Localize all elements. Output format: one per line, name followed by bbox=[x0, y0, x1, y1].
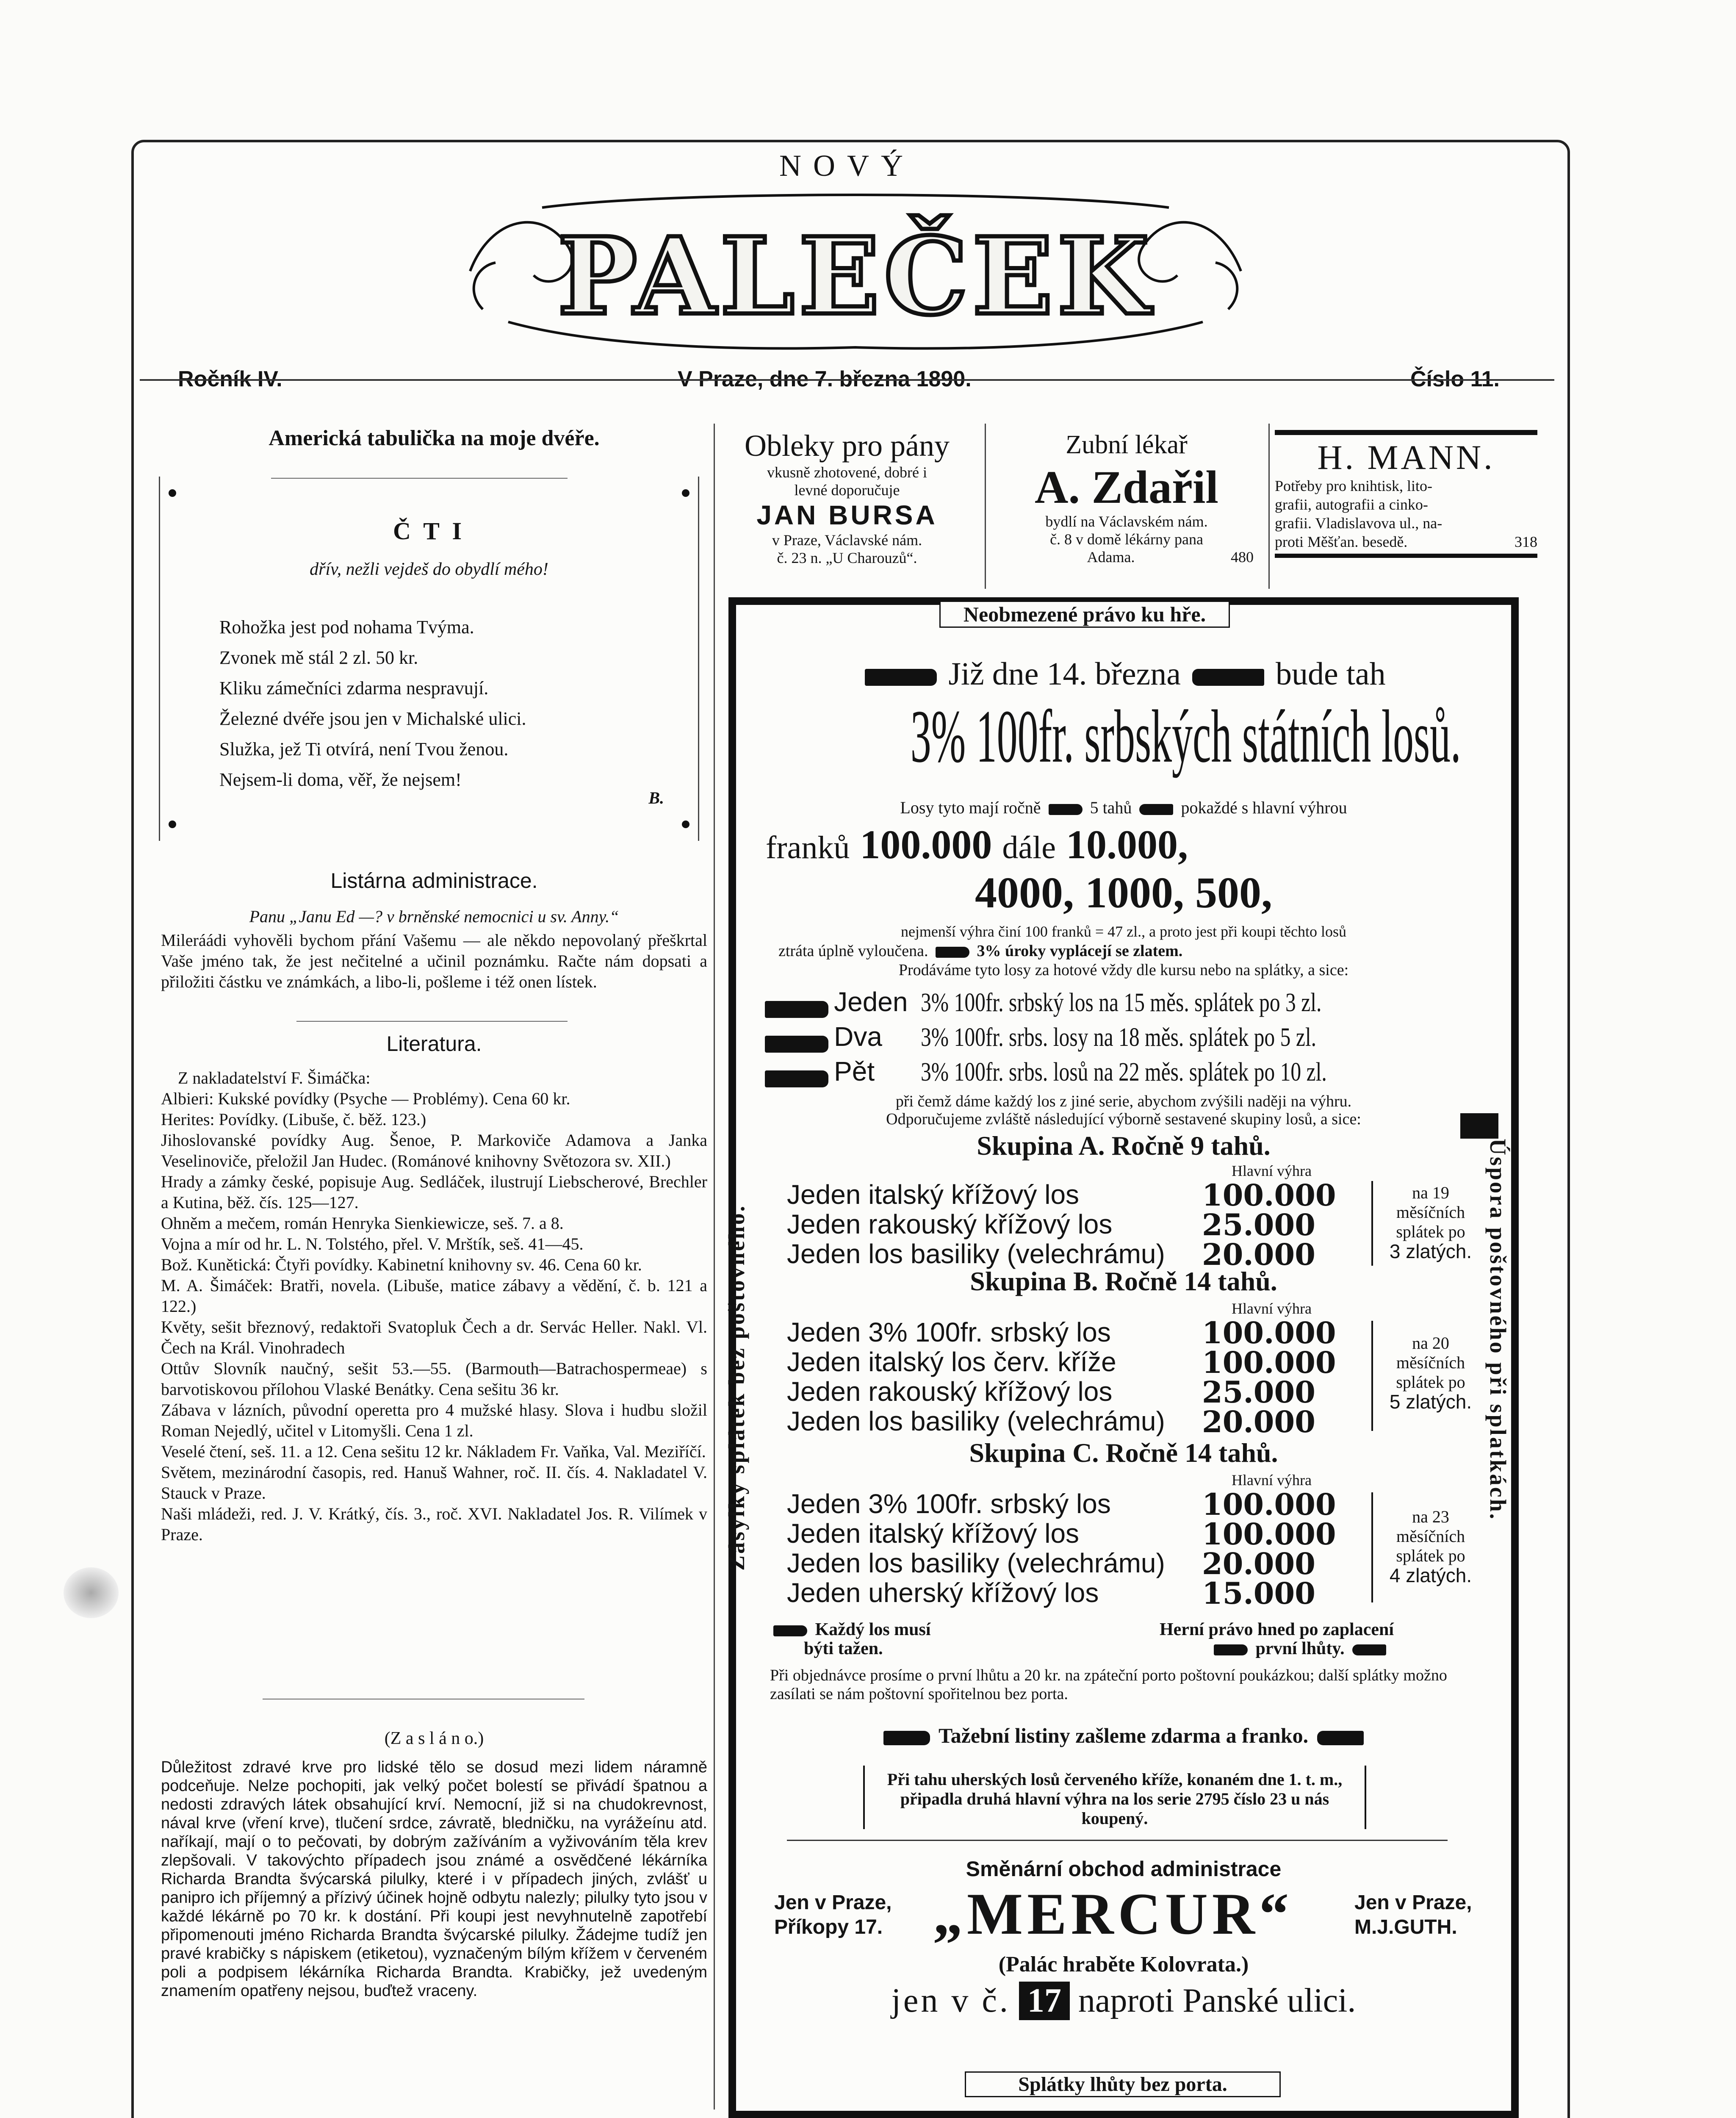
right-address-line: M.J.GUTH. bbox=[1354, 1916, 1457, 1938]
lottery-palac: (Palác hraběte Kolovrata.) bbox=[998, 1952, 1249, 1977]
corner-ornament bbox=[169, 821, 176, 828]
group-row-label: Jeden rakouský křížový los bbox=[787, 1209, 1113, 1239]
lottery-line1b: bude tah bbox=[1276, 656, 1386, 692]
group-row-value: 25.000 bbox=[1202, 1207, 1315, 1242]
pointing-hand-icon bbox=[765, 1001, 828, 1018]
plan-word: Pět bbox=[834, 1056, 875, 1087]
plan-word: Jeden bbox=[834, 987, 908, 1017]
group-note-line: na 20 bbox=[1412, 1333, 1449, 1353]
tabulka-line: Rohožka jest pod nohama Tvýma. bbox=[219, 617, 474, 638]
lottery-min2a: ztráta úplně vyloučena. bbox=[778, 942, 928, 960]
lottery-min1: nejmenší výhra činí 100 franků = 47 zl., a proto jest při koupi těchto losů bbox=[900, 923, 1347, 940]
corner-ornament bbox=[169, 489, 176, 497]
listarna-text: Mileráádi vyhověli bychom přání Vašemu — ale někdo nepovolaný přeškrtal Vaše jméno tak, že jest nečitelné a učinil poznámku. Račte nám dopsati a přiložiti částku ve známkách, a libo-li, pošleme i též onen lístek. bbox=[161, 931, 707, 991]
group-row-label: Jeden uherský křížový los bbox=[787, 1577, 1099, 1608]
lottery-c17: 17 bbox=[1019, 1982, 1070, 2020]
literatura-entry: Vojna a mír od hr. L. N. Tolstého, přel. V. Mrštík, seš. 41—45. bbox=[161, 1234, 584, 1253]
pointing-hand-icon bbox=[1317, 1731, 1364, 1745]
corner-ornament bbox=[682, 489, 689, 497]
literatura-entry: Světem, mezinárodní časopis, red. Hanuš Wahner, roč. II. čís. 4. Nakladatel V. Stauck v Praze. bbox=[161, 1463, 707, 1503]
lottery-naproti: naproti Panské ulici. bbox=[1078, 1982, 1356, 2019]
pointing-hand-icon bbox=[865, 669, 937, 686]
tabulka-subtitle: dřív, nežli vejdeš do obydlí mého! bbox=[310, 560, 548, 579]
group-row-label: Jeden los basiliky (velechrámu) bbox=[787, 1548, 1165, 1578]
lottery-ad bbox=[724, 597, 1519, 2118]
plan-word: Dva bbox=[834, 1021, 882, 1052]
group-row-value: 25.000 bbox=[1202, 1375, 1315, 1410]
ad-zubni-line: Adama. bbox=[1087, 549, 1135, 566]
zaslano-heading: (Z a s l á n o.) bbox=[384, 1729, 484, 1748]
lottery-jen bbox=[736, 1982, 1511, 2020]
group-note-line: na 19 bbox=[1412, 1183, 1449, 1202]
group-title: Skupina A. Ročně 9 tahů. bbox=[977, 1131, 1271, 1161]
lottery-banner: Neobmezené právo ku hře. bbox=[939, 601, 1230, 628]
group-row-value: 100.000 bbox=[1202, 1516, 1336, 1552]
lottery-kazdy-text: Každý los musí bbox=[815, 1620, 931, 1639]
literatura-entry: Veselé čtení, seš. 11. a 12. Cena sešitu 12 kr. Nákladem Fr. Vaňka, Val. Meziříčí. bbox=[161, 1442, 706, 1461]
literatura-entry: Ottův Slovník naučný, sešit 53.—55. (Barmouth—Batrachospermeae) s barvotiskovou přílohou Vlaské Benátky. Cena sešitu 36 kr. bbox=[161, 1359, 707, 1399]
lottery-odporucujeme: Odporučujeme zvláště následující výborně sestavené skupiny losů, a sice: bbox=[886, 1110, 1361, 1128]
lottery-big2: 10.000, bbox=[1066, 822, 1188, 867]
group-row-value: 20.000 bbox=[1202, 1546, 1315, 1581]
lottery-line1 bbox=[736, 656, 1511, 693]
pointing-hand-icon bbox=[773, 1625, 807, 1636]
lottery-mercur: „MERCUR“ bbox=[933, 1881, 1293, 1947]
group-row-value: 100.000 bbox=[1202, 1315, 1336, 1350]
group-note-line: splátek po bbox=[1396, 1546, 1465, 1565]
lottery-dale: dále bbox=[1002, 830, 1056, 865]
group-note-line: měsíčních bbox=[1396, 1527, 1465, 1546]
literatura-entry: Albieri: Kukské povídky (Psyche — Problémy). Cena 60 kr. bbox=[161, 1089, 570, 1108]
ad-obleky-line: levné doporučuje bbox=[794, 482, 900, 499]
lottery-tazebni bbox=[736, 1723, 1511, 1748]
listarna-salutation: Panu „Janu Ed —? v brněnské nemocnici u sv. Anny.“ bbox=[249, 907, 619, 926]
lottery-headline: 3% 100fr. srbských státních losů. bbox=[910, 694, 1461, 778]
tabulka-line: Nejsem-li doma, věř, že nejsem! bbox=[219, 769, 462, 790]
plan-text: 3% 100fr. srbský los na 15 měs. splátek po 3 zl. bbox=[921, 988, 1322, 1017]
literatura-entry: Hrady a zámky české, popisuje Aug. Sedláček, ilustrují Liebscherové, Brechler a Kutina, běž. čís. 125—127. bbox=[161, 1172, 707, 1212]
ad-mann bbox=[1275, 430, 1537, 558]
plan-row bbox=[761, 1021, 1481, 1056]
group-row-value: 20.000 bbox=[1202, 1237, 1315, 1272]
lottery-big1: 100.000 bbox=[860, 822, 992, 867]
ad-mann-text: proti Měšťan. besedě. bbox=[1275, 533, 1408, 550]
left-address-line: Příkopy 17. bbox=[774, 1916, 883, 1938]
side-text-right: Úspora poštovného při splatkách. bbox=[1485, 1139, 1511, 1521]
group-row-value: 20.000 bbox=[1202, 1404, 1315, 1439]
hlavni-label: Hlavní výhra bbox=[1232, 1472, 1312, 1489]
lottery-min2b: 3% úroky vyplácejí se zlatem. bbox=[977, 942, 1183, 960]
lottery-tahu: 5 tahů bbox=[1090, 798, 1132, 817]
group-row-value: 15.000 bbox=[1202, 1576, 1315, 1611]
tabulka-line: Zvonek mě stál 2 zl. 50 kr. bbox=[219, 647, 418, 668]
plan-row bbox=[761, 1056, 1481, 1090]
group-row-value: 100.000 bbox=[1202, 1178, 1336, 1213]
tabulka-lines bbox=[219, 612, 526, 795]
ad-zubni-title: Zubní lékař bbox=[1066, 430, 1188, 459]
lottery-smenarni: Směnární obchod administrace bbox=[966, 1857, 1282, 1881]
tabulka-line: Železné dvéře jsou jen v Michalské ulici. bbox=[219, 708, 526, 729]
lottery-tazebni-text: Tažební listiny zašleme zdarma a franko. bbox=[938, 1724, 1309, 1747]
group-brace bbox=[1371, 1181, 1373, 1266]
left-address bbox=[774, 1891, 892, 1940]
left-address-line: Jen v Praze, bbox=[774, 1891, 892, 1914]
lottery-min2 bbox=[778, 942, 1456, 960]
lottery-losy bbox=[736, 798, 1511, 818]
pointing-hand-icon bbox=[883, 1731, 930, 1745]
group-note bbox=[1376, 1333, 1486, 1411]
ad-mann-rule bbox=[1275, 430, 1537, 435]
masthead-novy: NOVÝ bbox=[779, 149, 915, 183]
header-rule bbox=[140, 379, 1554, 381]
group-brace bbox=[1371, 1321, 1373, 1431]
literatura-entry: Z nakladatelství F. Šimáčka: bbox=[178, 1068, 371, 1087]
group-note-line: 5 zlatých. bbox=[1389, 1391, 1472, 1413]
plan-text: 3% 100fr. srbs. losů na 22 měs. splátek po 10 zl. bbox=[921, 1058, 1327, 1087]
literatura-entry: Zábava v lázních, původní operetta pro 4 mužské hlasy. Slova i hudbu složil Roman Nejedlý, učitel v Litomyšli. Cena 1 zl. bbox=[161, 1400, 707, 1440]
ad-obleky bbox=[720, 428, 974, 567]
divider bbox=[271, 478, 568, 479]
ad-mann-text: grafii, autografii a cinko- bbox=[1275, 496, 1428, 513]
ad-mann-text: grafii. Vladislavova ul., na- bbox=[1275, 515, 1443, 532]
plans bbox=[761, 986, 1481, 1090]
pointing-hand-icon bbox=[765, 1070, 828, 1087]
pointing-hand-icon bbox=[1214, 1644, 1248, 1655]
plan-text: 3% 100fr. srbs. losy na 18 měs. splátek po 5 zl. bbox=[921, 1023, 1317, 1052]
lottery-losy-text: Losy tyto mají ročně bbox=[900, 798, 1041, 817]
right-address-line: Jen v Praze, bbox=[1354, 1891, 1472, 1914]
ad-zubni bbox=[991, 428, 1262, 566]
lottery-franku: franků bbox=[766, 830, 850, 865]
literatura-entry: M. A. Šimáček: Bratři, novela. (Libuše, matice zábavy a vědění, č. b. 121 a 122.) bbox=[161, 1276, 707, 1316]
pointing-hand-icon bbox=[1352, 1644, 1386, 1655]
literatura-entry: Květy, sešit březnový, redaktoři Svatopluk Čech a dr. Servác Heller. Nakl. Vl. Čech na Král. Vinohradech bbox=[161, 1317, 707, 1357]
title-text: PALEČEK bbox=[557, 214, 1154, 338]
ad-divider bbox=[1268, 424, 1270, 589]
group-row-value: 100.000 bbox=[1202, 1487, 1336, 1522]
group-row-label: Jeden rakouský křížový los bbox=[787, 1376, 1113, 1407]
hlavni-label: Hlavní výhra bbox=[1232, 1162, 1312, 1179]
lottery-uhersky: Při tahu uherských losů červeného kříže, konaném dne 1. t. m., připadla druhá hlavní výhra na los serie 2795 číslo 23 u nás koupený. bbox=[887, 1770, 1343, 1828]
group-note-line: na 23 bbox=[1412, 1507, 1449, 1526]
group-row-label: Jeden los basiliky (velechrámu) bbox=[787, 1239, 1165, 1269]
pointing-hand-icon bbox=[936, 947, 969, 958]
divider bbox=[787, 1840, 1448, 1841]
lottery-big3: 4000, 1000, 500, bbox=[975, 868, 1272, 917]
group-row-label: Jeden italský křížový los bbox=[787, 1179, 1080, 1210]
lottery-prodavame: Prodáváme tyto losy za hotové vždy dle kursu nebo na splátky, a sice: bbox=[898, 961, 1349, 979]
lottery-objednavce: Při objednávce prosíme o první lhůtu a 20 kr. na zpáteční porto poštovní poukázkou; další splátky možno zasílati se nám poštovní spořitelnou bez porta. bbox=[770, 1666, 1447, 1703]
group-note-line: splátek po bbox=[1396, 1372, 1465, 1392]
lottery-prvni-text: první lhůty. bbox=[1255, 1639, 1345, 1658]
ad-obleky-line: vkusně zhotovené, dobré i bbox=[767, 464, 927, 481]
tabulka-box bbox=[159, 477, 699, 841]
ad-mann-name: H. MANN. bbox=[1317, 438, 1495, 477]
smudge-mark bbox=[64, 1567, 119, 1618]
corner-ornament bbox=[682, 821, 689, 828]
ad-mann-rule bbox=[1275, 554, 1537, 558]
literatura-heading: Literatura. bbox=[386, 1032, 482, 1056]
tabulka-line: Služka, jež Ti otvírá, není Tvou ženou. bbox=[219, 739, 509, 760]
masthead-title bbox=[457, 182, 1254, 360]
lottery-herni: Herní právo hned po zaplacení bbox=[1160, 1620, 1394, 1639]
volume-label: Ročník IV. bbox=[178, 367, 282, 391]
issue-date: V Praze, dne 7. března 1890. bbox=[678, 367, 972, 391]
group-note-line: 4 zlatých. bbox=[1389, 1564, 1472, 1586]
tabulka-cti: Č T I bbox=[393, 517, 465, 545]
plan-row bbox=[761, 986, 1481, 1021]
ad-obleky-title: Obleky pro pány bbox=[745, 429, 950, 463]
issue-number: Číslo 11. bbox=[1410, 367, 1500, 391]
group-row-label: Jeden italský los červ. kříže bbox=[787, 1347, 1116, 1377]
zaslano-text: Důležitost zdravé krve pro lidské tělo se dosud mezi lidem náramně podceňuje. Nelze pochopiti, jak velký počet bolestí se přivádí špatnou a nedosti zdravých látek obsahující krví. Nemocní, již si na chudokrevnost, nával krve (vření krve), tlučení srdce, závratě, bledničku, na vyrážeínu atd. naříkají, mají o to pečovati, by dobrým zažíváním a vyživováním těla krev zlepšovali. V takovýchto případech jsou známé a osvědčené lékárníka Richarda Brandta švýcarská pilulky, které i v případech jiných, zvlášť u panipro ich příjemný a přízivý účinek hojně odbytu nalezly; pilulky tyto jsou v každé lékárně po 70 kr. k dostání. Při koupi jest nevyhnutelně zapotřebí připomenouti jméno Richarda Brandta švýcarské pilulky. Žádejme tudíž jen pravé krabičky s nápiskem (etiketou), vyznačeným bílým křížem v červeném poli a podpisem lékárníka Richarda Brandta. Krabičky, jež uvedeným znamením opatřeny nejsou, buďtež vraceny. bbox=[161, 1758, 707, 2000]
group-row-value: 100.000 bbox=[1202, 1345, 1336, 1380]
ad-divider bbox=[985, 424, 986, 589]
literatura-entry: Bož. Kunětická: Čtyři povídky. Kabinetní knihovny sv. 46. Cena 60 kr. bbox=[161, 1255, 642, 1274]
group-note-line: měsíčních bbox=[1396, 1203, 1465, 1222]
group-row-label: Jeden 3% 100fr. srbský los bbox=[787, 1317, 1111, 1347]
right-address bbox=[1354, 1891, 1472, 1940]
lottery-amounts bbox=[766, 821, 1486, 868]
lottery-prvni bbox=[1210, 1638, 1390, 1659]
ad-zubni-name: A. Zdařil bbox=[1035, 461, 1218, 513]
lottery-pokazde: pokaždé s hlavní výhrou bbox=[1181, 798, 1347, 817]
group-note bbox=[1376, 1507, 1486, 1585]
group-brace bbox=[1371, 1492, 1373, 1602]
column-divider bbox=[714, 424, 715, 2110]
ad-zubni-line: bydlí na Václavském nám. bbox=[1045, 513, 1208, 530]
ad-obleky-line: v Praze, Václavské nám. bbox=[772, 532, 922, 549]
tabulka-line: Kliku zámečníci zdarma nespravují. bbox=[219, 678, 489, 699]
group-row-label: Jeden los basiliky (velechrámu) bbox=[787, 1406, 1165, 1436]
ad-obleky-line: č. 23 n. „U Charouzů“. bbox=[777, 549, 917, 566]
ad-zubni-number: 480 bbox=[1231, 549, 1254, 566]
group-row-label: Jeden italský křížový los bbox=[787, 1518, 1080, 1549]
group-note-line: 3 zlatých. bbox=[1389, 1240, 1472, 1262]
lottery-kazdy bbox=[770, 1619, 931, 1640]
lottery-pricemz: při čemž dáme každý los z jiné serie, abychom zvýšili naději na výhru. bbox=[895, 1092, 1352, 1110]
group-title: Skupina C. Ročně 14 tahů. bbox=[969, 1438, 1278, 1468]
divider bbox=[296, 1021, 568, 1022]
literatura-entry: Herites: Povídky. (Libuše, č. běž. 123.) bbox=[161, 1110, 426, 1129]
listarna-heading: Listárna administrace. bbox=[330, 869, 538, 893]
ad-obleky-name: JAN BURSA bbox=[756, 500, 938, 530]
ad-zubni-line: č. 8 v domě lékárny pana bbox=[1050, 531, 1203, 548]
group-note-line: splátek po bbox=[1396, 1222, 1465, 1241]
lottery-splatky: Splátky lhůty bez porta. bbox=[965, 2071, 1281, 2097]
tabulka-heading: Americká tabulička na moje dvéře. bbox=[269, 426, 600, 450]
hlavni-label: Hlavní výhra bbox=[1232, 1300, 1312, 1317]
pointing-hand-icon bbox=[1139, 804, 1173, 815]
ad-mann-text: Potřeby pro knihtisk, lito- bbox=[1275, 477, 1432, 494]
pointing-hand-icon bbox=[1192, 669, 1264, 686]
group-note-line: měsíčních bbox=[1396, 1353, 1465, 1372]
lottery-jen-text: jen v č. bbox=[891, 1982, 1011, 2019]
group-title: Skupina B. Ročně 14 tahů. bbox=[970, 1266, 1277, 1296]
lottery-line1a: Již dne 14. března bbox=[948, 656, 1181, 692]
group-note bbox=[1376, 1183, 1486, 1261]
pointing-hand-icon bbox=[765, 1036, 828, 1053]
tabulka-signature: B. bbox=[648, 788, 664, 807]
literatura-entry: Ohněm a mečem, román Henryka Sienkiewicze, seš. 7. a 8. bbox=[161, 1214, 564, 1233]
pointing-hand-icon bbox=[1049, 804, 1083, 815]
lottery-byti: býti tažen. bbox=[804, 1639, 883, 1658]
literatura-entry: Naši mládeži, red. J. V. Krátký, čís. 3., roč. XVI. Nakladatel Jos. R. Vilímek v Praze. bbox=[161, 1504, 707, 1544]
group-row-label: Jeden 3% 100fr. srbský los bbox=[787, 1489, 1111, 1519]
side-text-left: Zásylky splátek bez poštovného. bbox=[724, 1204, 749, 1571]
ad-mann-number: 318 bbox=[1515, 533, 1537, 550]
uhersky-box bbox=[863, 1766, 1366, 1829]
literatura-list bbox=[161, 1067, 707, 1545]
literatura-entry: Jihoslovanské povídky Aug. Šenoe, P. Markoviče Adamova a Janka Veselinoviče, přeložil Jan Hudec. (Románové knihovny Světozora sv. XII.) bbox=[161, 1131, 707, 1170]
ornate-title-graphic bbox=[457, 182, 1254, 360]
